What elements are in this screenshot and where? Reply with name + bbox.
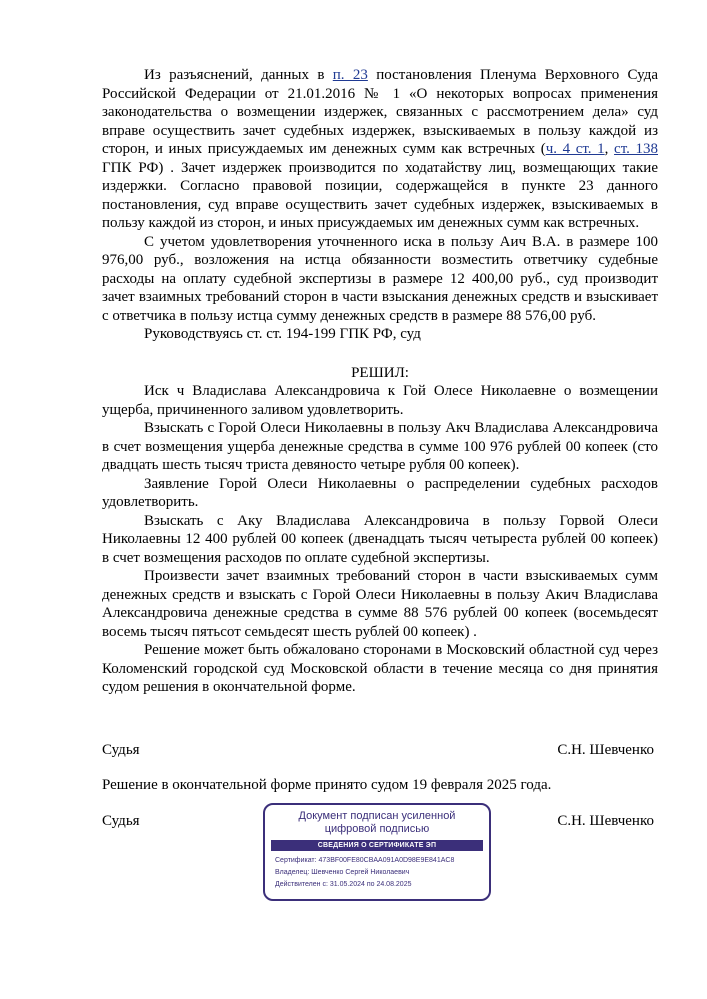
final-form-statement: Решение в окончательной форме принято судом 19 февраля 2025 года.: [102, 777, 552, 793]
paragraph-guided-by: Руководствуясь ст. ст. 194-199 ГПК РФ, суд: [144, 326, 421, 342]
stamp-owner: Владелец: Шевченко Сергей Николаевич: [275, 869, 410, 876]
text-segment: ГПК РФ) . Зачет издержек производится по ходатайству лиц, возмещающих такие издержки. Согласно правовой позиции, содержащейся в пункте 23 данного постановления, суд вправе осуществить зачет судебных издержек, взыскиваемых в пользу каждой из сторон, и иных присуждаемых им денежных сумм как встречных.: [102, 159, 658, 231]
stamp-validity: Действителен с: 31.05.2024 по 24.08.2025: [275, 881, 412, 888]
stamp-certificate-header: СВЕДЕНИЯ О СЕРТИФИКАТЕ ЭП: [271, 840, 483, 851]
paragraph-offset: С учетом удовлетворения уточненного иска в пользу Аич В.А. в размере 100 976,00 руб., возложения на истца обязанности возместить ответчику судебные расходы на оплату судебной экспертизы в размере 12 400,00 руб., суд производит зачет взаимных требований сторон в части взыскания денежных средств и взыскивает с ответчика в пользу истца сумму денежных средств в размере 88 576,00 руб.: [102, 233, 658, 324]
judge-name: С.Н. Шевченко: [557, 742, 654, 758]
decision-item-5: Произвести зачет взаимных требований сторон в части взыскиваемых сумм денежных средств и взыскать с Горой Олеси Николаевны в пользу Акич Владислава Александровича денежные средства в сумме 88 576 рублей 00 копеек (восемьдесят восемь тысяч пятьсот семьдесят шесть рублей 00 копеек) .: [102, 568, 658, 640]
decision-item-4: Взыскать с Аку Владислава Александровича в пользу Горвой Олеси Николаевны 12 400 рублей 00 копеек (двенадцать тысяч четыреста рублей 00 копеек) в счет возмещения расходов по оплате судебной экспертизы.: [102, 512, 658, 566]
paragraph-explanations: [102, 66, 658, 233]
decision-item-6: Решение может быть обжаловано сторонами в Московский областной суд через Коломенский городской суд Московской области в течение месяца со дня принятия судом решения в окончательной форме.: [102, 642, 658, 695]
link-ch4-st1[interactable]: ч. 4 ст. 1: [545, 141, 605, 157]
decision-item-2: Взыскать с Горой Олеси Николаевны в пользу Акч Владислава Александровича в счет возмещения ущерба денежные средства в сумме 100 976 рублей 00 копеек (сто двадцать шесть тысяч триста девяносто четыре рубля 00 копеек).: [102, 420, 658, 473]
link-st138[interactable]: ст. 138: [614, 141, 658, 157]
decision-heading: РЕШИЛ:: [351, 364, 409, 381]
decision-item-1: Иск ч Владислава Александровича к Гой Олесе Николаевне о возмещении ущерба, причиненного заливом удовлетворить.: [102, 383, 658, 418]
digital-signature-stamp: [263, 803, 491, 901]
stamp-certificate-number: Сертификат: 473BF00FE80CBAA091A0D98E9E841AC8: [275, 857, 455, 864]
judge-label: Судья: [102, 813, 140, 829]
stamp-title: Документ подписан усиленной цифровой подписью: [298, 810, 456, 835]
document-body: [102, 66, 658, 697]
judge-name: С.Н. Шевченко: [557, 813, 654, 829]
text-segment: постановления Пленума Верховного Суда Российской Федерации от 21.01.2016 № 1 «О некоторых вопросах применения законодательства о возмещении издержек, связанных с рассмотрением дела» суд вправе осуществить зачет судебных издержек, взыскиваемых в пользу каждой из сторон, и иных присуждаемых им денежных сумм как встречных (: [102, 67, 659, 157]
decision-item-3: Заявление Горой Олеси Николаевны о распределении судебных расходов удовлетворить.: [102, 475, 658, 510]
text-segment: ,: [604, 141, 615, 157]
text-segment: Из разъяснений, данных в: [144, 67, 333, 83]
link-p23[interactable]: п. 23: [332, 67, 368, 83]
judge-label: Судья: [102, 742, 140, 758]
